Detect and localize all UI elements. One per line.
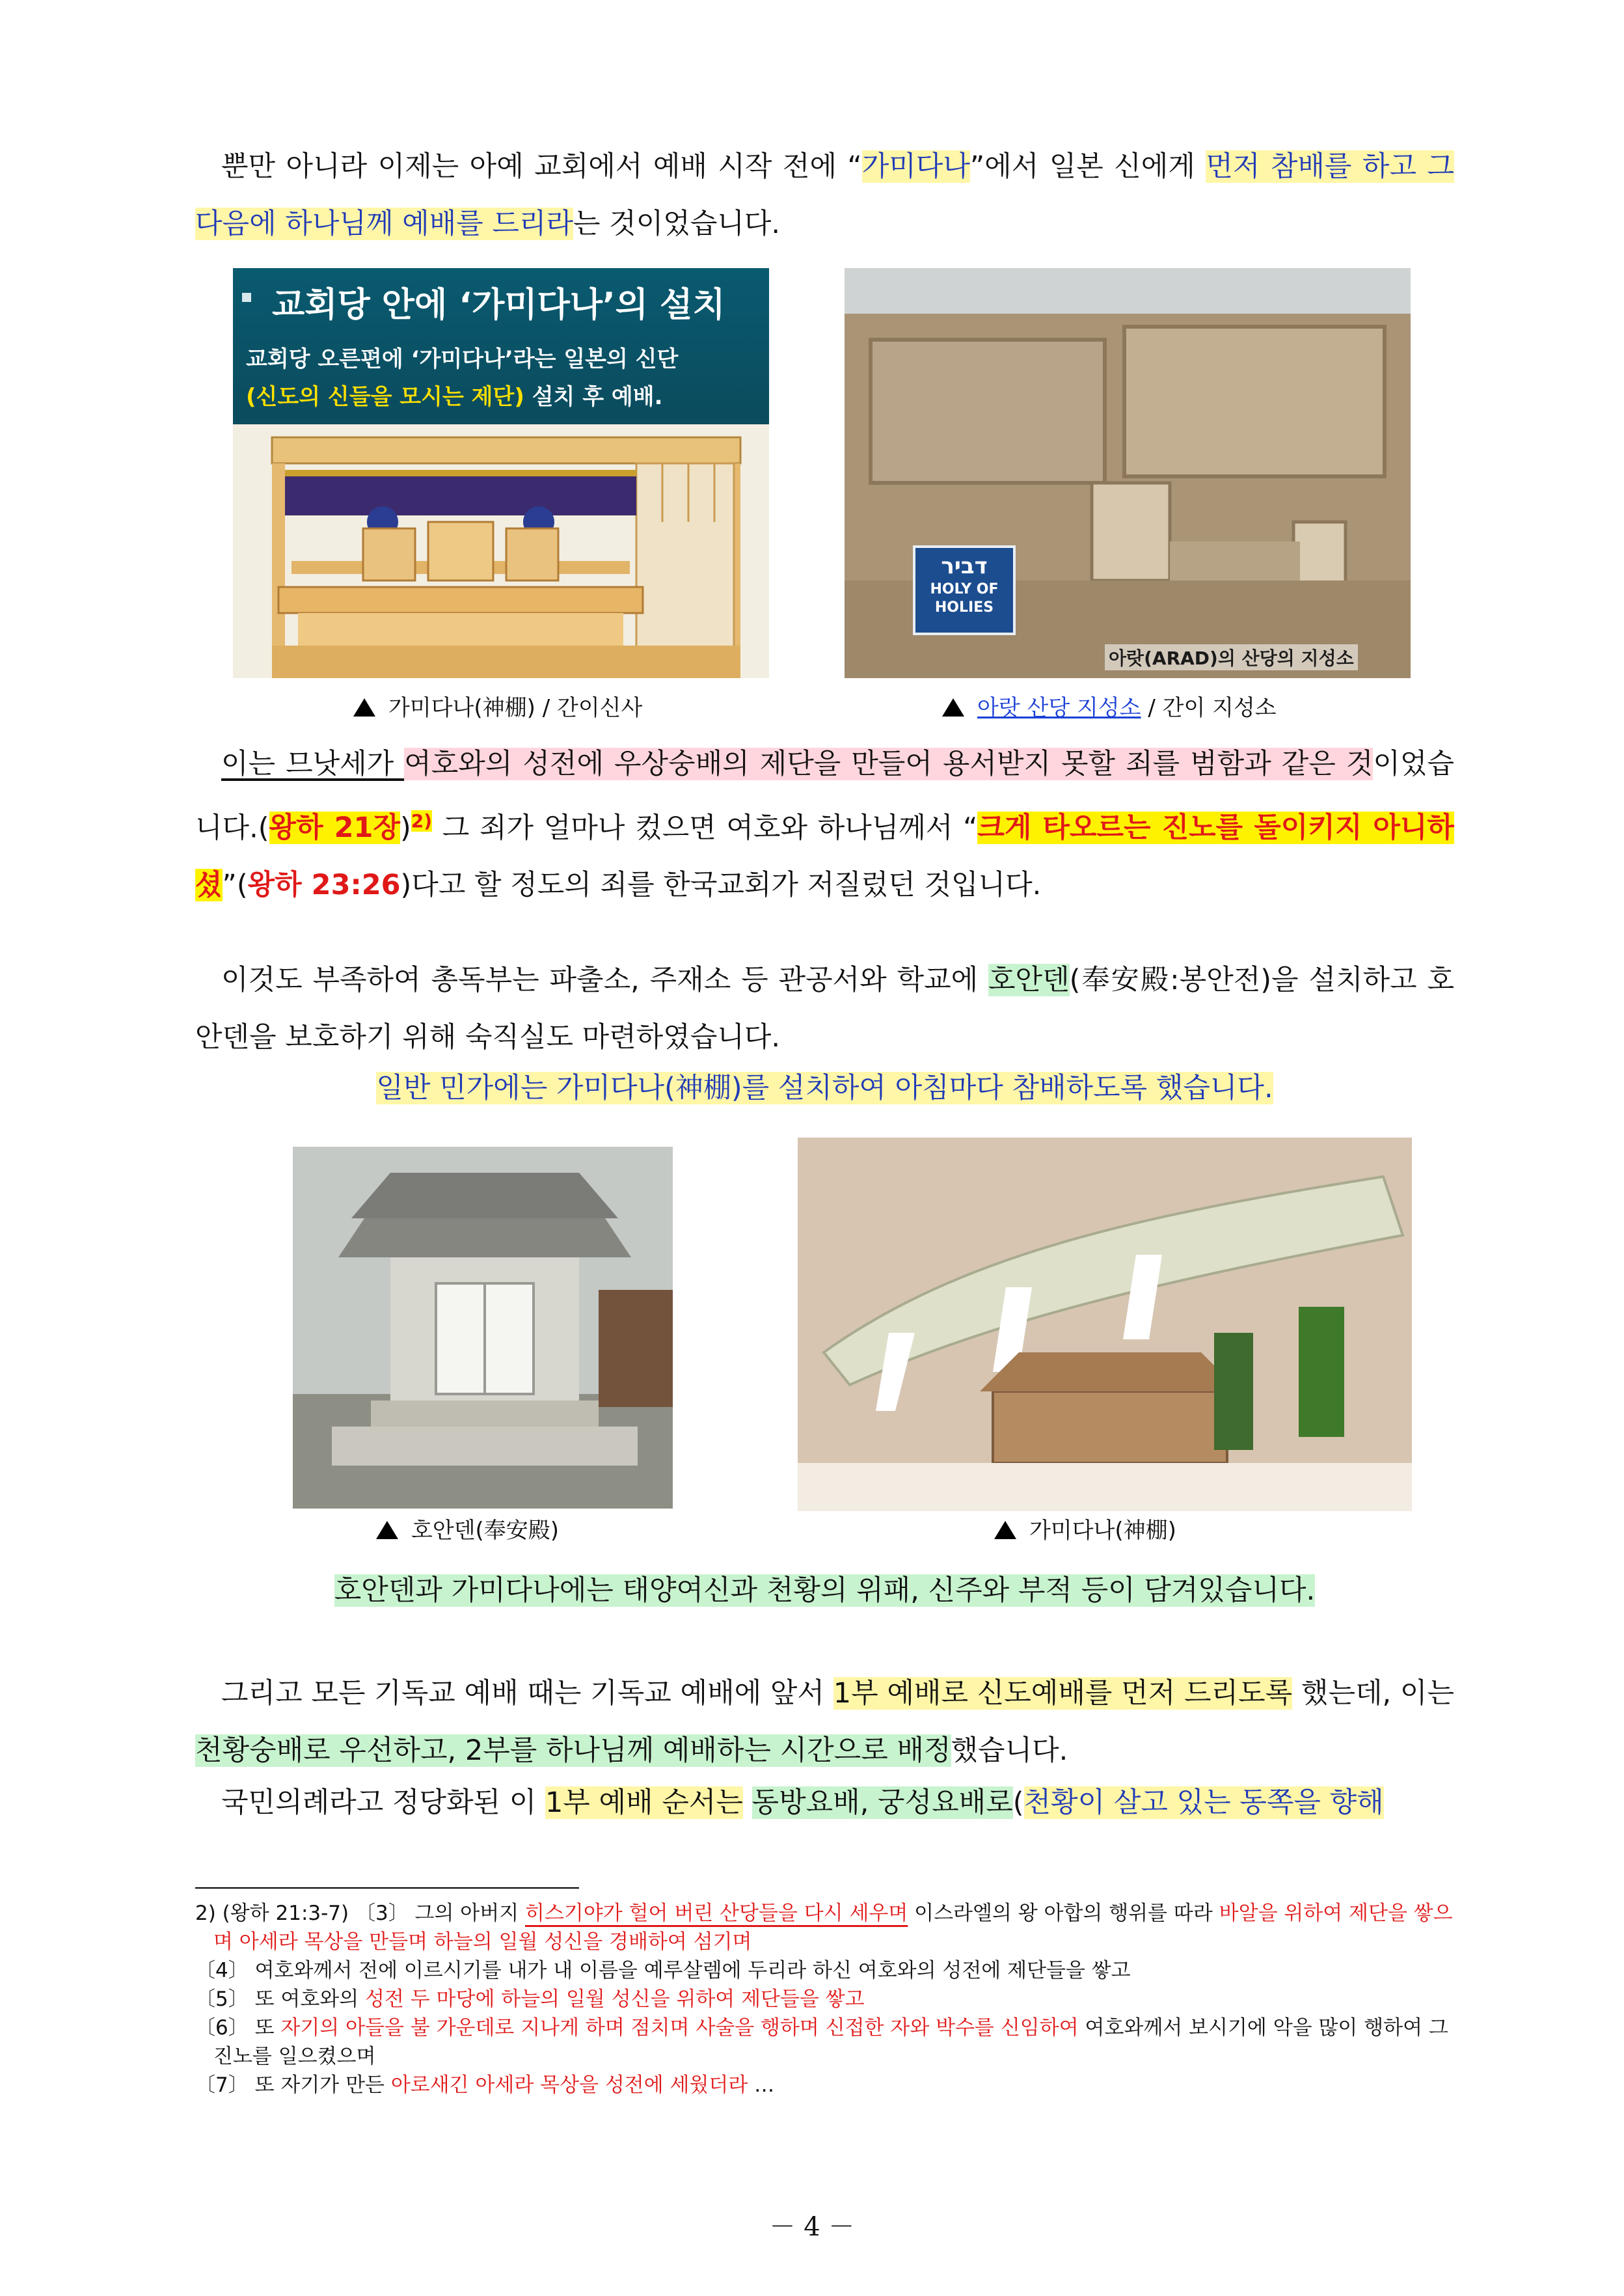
kamidana-church-figure	[233, 268, 769, 678]
caption-arad: 아랏 산당 지성소 / 간이 지성소	[942, 695, 1277, 721]
footnote-ref-2[interactable]: 2)	[411, 810, 433, 832]
para5-highlight-3: 천황이 살고 있는 동쪽을 향해	[1023, 1786, 1384, 1819]
ref-2kings-23-26: 왕하 23:26	[247, 869, 401, 902]
triangle-icon	[353, 698, 375, 717]
para1-highlight: 먼저 참배를 하고 그 다음에 하나님께 예배를 드리라	[195, 150, 1454, 240]
triangle-icon	[376, 1521, 398, 1539]
arad-sanctuary-photo	[845, 268, 1411, 678]
kamidana-home-photo	[798, 1138, 1412, 1511]
ref-2kings-21: 왕하 21장	[269, 812, 400, 845]
paragraph-1	[195, 138, 1454, 253]
page-number: － 4 －	[769, 2212, 855, 2242]
para5-highlight-2: 동방요배, 궁성요배로	[751, 1786, 1013, 1819]
paragraph-2: 이는 므낫세가 여호와의 성전에 우상숭배의 제단을 만들어 용서받지 못할 죄를 범함과 같은 것이었습니다.(왕하 21장)$^{2)}$ 그 죄가 얼마나 컸으면 여호와 하나님께서 “크게 타오르는 진노를 돌이키지 아니하셨”(왕하 23:26)다고 할 정도의 죄를 한국교회가 저질렀던 것입니다.	[195, 748, 1454, 902]
footnotes	[195, 1899, 1457, 2099]
triangle-icon	[942, 698, 964, 717]
caption-kamidana-home: 가미다나(神棚)	[994, 1518, 1176, 1544]
sign-hebrew: דביר	[941, 553, 988, 579]
hoanden-term: 호안덴	[988, 964, 1070, 996]
figure1-line2-highlight: (신도의 신들을 모시는 제단)	[246, 384, 524, 410]
footnote-2-line6: 〔6〕 또 자기의 아들을 불 가운데로 지나게 하며 점치며 사술을 행하며 신접한 자와 박수를 신임하여 여호와께서 보시기에 악을 많이 행하여 그 진노를 일으켰으며	[195, 2016, 1448, 2068]
paragraph-3: 이것도 부족하여 총독부는 파출소, 주재소 등 관공서와 학교에 호안덴(奉安殿:봉안전)을 설치하고 호안덴을 보호하기 위해 숙직실도 마련하였습니다.	[195, 964, 1455, 1054]
caption-hoanden: 호안덴(奉安殿)	[376, 1518, 559, 1544]
footnote-separator	[195, 1887, 579, 1889]
sign-en2: HOLIES	[934, 599, 994, 616]
centered-line-2: 호안덴과 가미다나에는 태양여신과 천황의 위패, 신주와 부적 등이 담겨있습니다.	[334, 1574, 1316, 1607]
sign-en1: HOLY OF	[930, 581, 999, 597]
para2-underlined: 이는 므낫세가	[221, 748, 405, 780]
bullet-icon	[242, 293, 251, 302]
arad-link[interactable]: 아랏 산당 지성소	[977, 695, 1141, 721]
para4-highlight-1: 1부 예배로 신도예배를 먼저 드리도록	[833, 1677, 1293, 1710]
hoanden-photo	[293, 1147, 673, 1509]
para4-highlight-2: 천황숭배로 우선하고, 2부를 하나님께 예배하는 시간으로 배정	[195, 1734, 951, 1767]
caption-kamidana: 가미다나(神棚) / 간이신사	[353, 695, 642, 721]
centered-line-1: 일반 민가에는 가미다나(神棚)를 설치하여 아침마다 참배하도록 했습니다.	[376, 1072, 1273, 1104]
paragraph-4: 그리고 모든 기독교 예배 때는 기독교 예배에 앞서 1부 예배로 신도예배를 먼저 드리도록 했는데, 이는 천황숭배로 우선하고, 2부를 하나님께 예배하는 시간으로 배정했습니다.	[195, 1677, 1455, 1767]
para2-highlight: 여호와의 성전에 우상숭배의 제단을 만들어 용서받지 못할 죄를 범함과 같은 것	[404, 748, 1374, 780]
figure1-line1: 교회당 오른편에 ‘가미다나’라는 일본의 신단	[246, 346, 679, 372]
figure1-title: 교회당 안에 ‘가미다나’의 설치	[272, 286, 725, 325]
holy-of-holies-sign	[913, 545, 1016, 635]
footnote-2-line5: 〔5〕 또 여호와의 성전 두 마당에 하늘의 일월 성신을 위하여 제단들을 쌓고	[195, 1988, 865, 2011]
photo-overlay-caption: 아랏(ARAD)의 산당의 지성소	[1105, 644, 1358, 670]
kamidana-shrine-illustration	[233, 424, 769, 678]
footnote-2-line4: 〔4〕 여호와께서 전에 이르시기를 내가 내 이름을 예루살렘에 두리라 하신 여호와의 성전에 제단들을 쌓고	[195, 1959, 1131, 1982]
paragraph-5: 국민의례라고 정당화된 이 1부 예배 순서는 동방요배, 궁성요배로(천황이 살고 있는 동쪽을 향해	[221, 1786, 1384, 1819]
para1-text-c: ”에서 일본 신에게	[969, 150, 1206, 183]
para2-quote-highlight: 크게 타오르는 진노를 돌이키지 아니하셨	[195, 812, 1454, 902]
para1-text-e: 는 것이었습니다.	[573, 208, 781, 240]
para1-text-a: 뿐만 아니라 이제는 아예 교회에서 예배 시작 전에 “	[221, 150, 862, 183]
kamidana-term: 가미다나	[861, 150, 970, 183]
figure1-line2-rest: 설치 후 예배.	[524, 384, 663, 410]
footnote-2-line1: 2) (왕하 21:3-7) 〔3〕 그의 아버지 히스기야가 헐어 버린 산당들을 다시 세우며 이스라엘의 왕 아합의 행위를 따라 바알을 위하여 제단을 쌓으며 아세라 목상을 만들며 하늘의 일월 성신을 경배하여 섬기며	[195, 1902, 1453, 1954]
footnote-2-line7: 〔7〕 또 자기가 만든 아로새긴 아세라 목상을 성전에 세웠더라 …	[195, 2073, 775, 2097]
para5-highlight-1: 1부 예배 순서는	[545, 1786, 743, 1819]
triangle-icon	[994, 1521, 1016, 1539]
